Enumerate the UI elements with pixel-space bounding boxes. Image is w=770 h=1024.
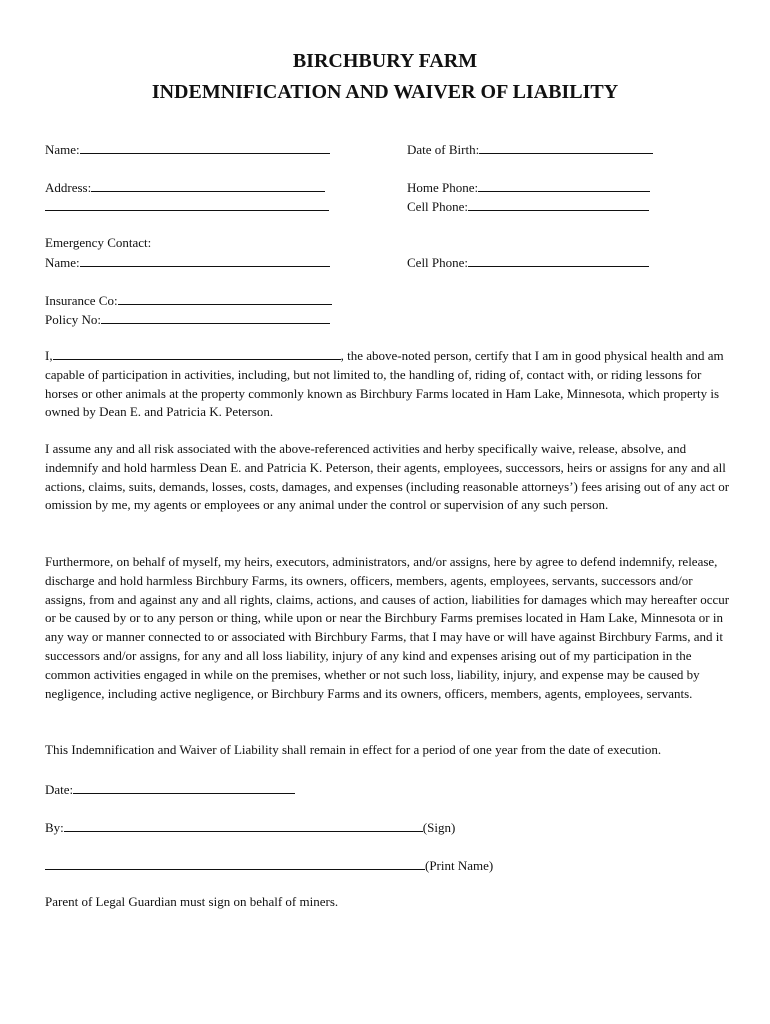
home-phone-label: Home Phone:: [407, 180, 479, 195]
home-phone-input-line[interactable]: [478, 177, 650, 192]
cell-phone-field-row: [407, 196, 649, 216]
document-title-waiver: INDEMNIFICATION AND WAIVER OF LIABILITY: [151, 81, 619, 103]
address-field-row: [45, 177, 325, 197]
sign-field-row: [45, 817, 455, 837]
address-input-line-2[interactable]: [45, 196, 329, 211]
emergency-name-label: Name:: [45, 255, 80, 270]
indemnification-paragraph: Furthermore, on behalf of myself, my heirs, executors, administrators, and/or assigns, here by agree to defend indemnify, release, discharge and hold harmless Birchbury Farms, its owners, officers, members, agents, employees, servants, successors and/or assigns, from and against any and all rights, claims, actions, and causes of action, liabilities for damages which may hereafter occur or be caused by or to any person or thing, while upon or near the Birchbury Farms premises located in Ham Lake, Minnesota or in any way or manner connected to or associated with Birchbury Farms, that I may have or will have against Birchbury Farms, and it successors and/or assigns, for any and all loss liability, injury of any kind and expenses arising out of my participation in the common activities engaged in while on the premises, whether or not such loss, liability, injury, and expense may be caused by negligence, including active negligence, or Birchbury Farms and its owners, officers, members, agents, employees, servants.: [45, 554, 730, 701]
risk-assumption-paragraph: I assume any and all risk associated with the above-referenced activities and herby specifically waive, release, absolve, and indemnify and hold harmless Dean E. and Patricia K. Peterson, their agents, employees, successors, heirs or assigns for any and all actions, claims, suits, demands, losses, costs, damages, and expenses (including reasonable attorneys’) fees arising out of any act or omission by me, my agents or employees or any animal under the control or supervision of any such person.: [45, 441, 730, 513]
participant-name-input-line[interactable]: [53, 346, 341, 360]
emergency-cell-input-line[interactable]: [468, 252, 649, 267]
print-name-input-line[interactable]: [45, 855, 425, 870]
name-input-line[interactable]: [80, 139, 330, 154]
document-title-farm: BIRCHBURY FARM: [292, 50, 478, 72]
certification-text: , the above-noted person, certify that I am in good physical health and am capable of participation in activities, including, but not limited to, the handling of, riding of, contact with, or riding lessons for horses or other animals at the property commonly known as Birchbury Farms located in Ham Lake, Minnesota, which property is owned by Dean E. and Patricia K. Peterson.: [45, 348, 724, 420]
print-name-field-row: [45, 855, 493, 875]
duration-paragraph: This Indemnification and Waiver of Liability shall remain in effect for a period of one year from the date of execution.: [45, 742, 662, 757]
home-phone-field-row: [407, 177, 650, 197]
dob-field-row: [407, 139, 653, 159]
date-input-line[interactable]: [73, 779, 295, 794]
dob-label: Date of Birth:: [407, 142, 480, 157]
address-input-line-1[interactable]: [91, 177, 325, 192]
emergency-name-field-row: [45, 252, 330, 272]
emergency-cell-label: Cell Phone:: [407, 255, 469, 270]
emergency-cell-field-row: [407, 252, 649, 272]
dob-input-line[interactable]: [479, 139, 653, 154]
certification-prefix: I,: [45, 348, 53, 363]
insurance-field-row: [45, 290, 332, 310]
address-label: Address:: [45, 180, 92, 195]
cell-phone-input-line[interactable]: [468, 196, 649, 211]
emergency-contact-heading: Emergency Contact:: [45, 235, 152, 250]
policy-input-line[interactable]: [101, 309, 330, 324]
address-field-row-2: [45, 196, 329, 216]
date-field-row: [45, 779, 295, 799]
certification-paragraph: [45, 346, 735, 422]
by-label: By:: [45, 820, 64, 835]
policy-label: Policy No:: [45, 312, 101, 327]
insurance-input-line[interactable]: [118, 290, 332, 305]
print-name-label: (Print Name): [425, 858, 494, 873]
cell-phone-label: Cell Phone:: [407, 199, 469, 214]
sign-label: (Sign): [422, 820, 456, 835]
name-field-row: [45, 139, 330, 159]
name-label: Name:: [45, 142, 80, 157]
guardian-note: Parent of Legal Guardian must sign on behalf of miners.: [45, 894, 339, 909]
date-label: Date:: [45, 782, 74, 797]
insurance-label: Insurance Co:: [45, 293, 118, 308]
signature-input-line[interactable]: [64, 817, 423, 832]
emergency-name-input-line[interactable]: [80, 252, 330, 267]
policy-field-row: [45, 309, 330, 329]
